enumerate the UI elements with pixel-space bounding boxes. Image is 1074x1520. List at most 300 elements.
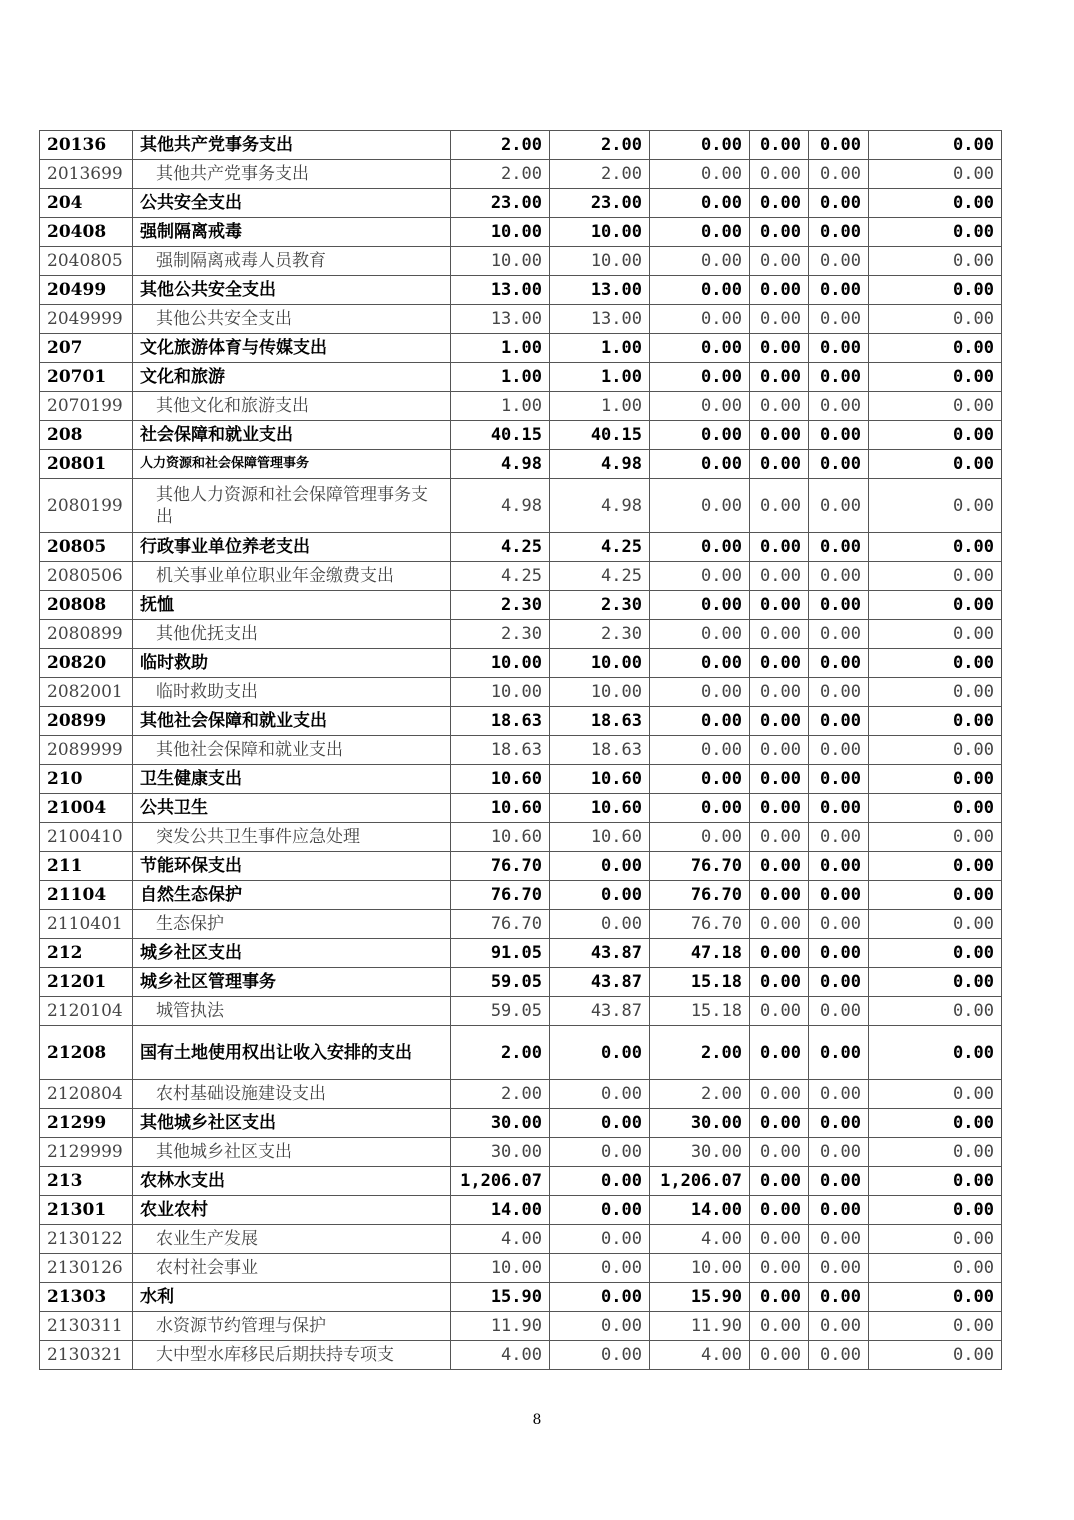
- subject-name-cell: 水资源节约管理与保护: [133, 1312, 451, 1341]
- amount-cell-col-1: 91.05: [451, 939, 550, 968]
- table-row: [40, 131, 1002, 160]
- amount-cell-col-2: 2.00: [550, 160, 650, 189]
- subject-name-cell: 农业生产发展: [133, 1225, 451, 1254]
- subject-name-cell: 其他人力资源和社会保障管理事务支出: [133, 479, 451, 533]
- budget-table: [39, 130, 1002, 1370]
- amount-cell-col-4: 0.00: [750, 765, 809, 794]
- subject-code-cell: 204: [40, 189, 133, 218]
- amount-cell-col-4: 0.00: [750, 1312, 809, 1341]
- amount-cell-col-6: 0.00: [869, 189, 1002, 218]
- amount-cell-col-6: 0.00: [869, 678, 1002, 707]
- subject-code-cell: 20701: [40, 363, 133, 392]
- amount-cell-col-5: 0.00: [809, 1312, 869, 1341]
- subject-name-cell: 农村基础设施建设支出: [133, 1080, 451, 1109]
- table-row: [40, 392, 1002, 421]
- subject-code-cell: 2100410: [40, 823, 133, 852]
- subject-code-cell: 2130321: [40, 1341, 133, 1370]
- subject-code-cell: 21301: [40, 1196, 133, 1225]
- amount-cell-col-1: 40.15: [451, 421, 550, 450]
- subject-name-cell: 突发公共卫生事件应急处理: [133, 823, 451, 852]
- table-row: [40, 334, 1002, 363]
- amount-cell-col-6: 0.00: [869, 1312, 1002, 1341]
- amount-cell-col-2: 43.87: [550, 997, 650, 1026]
- amount-cell-col-2: 0.00: [550, 1167, 650, 1196]
- amount-cell-col-6: 0.00: [869, 823, 1002, 852]
- amount-cell-col-2: 2.00: [550, 131, 650, 160]
- amount-cell-col-3: 76.70: [650, 881, 750, 910]
- amount-cell-col-4: 0.00: [750, 392, 809, 421]
- amount-cell-col-2: 0.00: [550, 910, 650, 939]
- subject-code-cell: 2082001: [40, 678, 133, 707]
- table-row: [40, 1225, 1002, 1254]
- amount-cell-col-4: 0.00: [750, 131, 809, 160]
- subject-code-cell: 20801: [40, 450, 133, 479]
- subject-name-cell: 城乡社区支出: [133, 939, 451, 968]
- table-row: [40, 823, 1002, 852]
- amount-cell-col-3: 0.00: [650, 479, 750, 533]
- amount-cell-col-2: 10.60: [550, 765, 650, 794]
- subject-name-cell: 公共卫生: [133, 794, 451, 823]
- subject-name-cell: 国有土地使用权出让收入安排的支出: [133, 1026, 451, 1080]
- amount-cell-col-4: 0.00: [750, 1254, 809, 1283]
- amount-cell-col-5: 0.00: [809, 1254, 869, 1283]
- subject-code-cell: 21303: [40, 1283, 133, 1312]
- subject-code-cell: 21104: [40, 881, 133, 910]
- amount-cell-col-4: 0.00: [750, 218, 809, 247]
- amount-cell-col-5: 0.00: [809, 247, 869, 276]
- amount-cell-col-3: 15.90: [650, 1283, 750, 1312]
- subject-code-cell: 21201: [40, 968, 133, 997]
- subject-code-cell: 210: [40, 765, 133, 794]
- amount-cell-col-5: 0.00: [809, 533, 869, 562]
- amount-cell-col-2: 0.00: [550, 1109, 650, 1138]
- amount-cell-col-1: 59.05: [451, 997, 550, 1026]
- amount-cell-col-2: 2.30: [550, 620, 650, 649]
- amount-cell-col-4: 0.00: [750, 334, 809, 363]
- amount-cell-col-1: 1,206.07: [451, 1167, 550, 1196]
- subject-name-cell: 水利: [133, 1283, 451, 1312]
- amount-cell-col-2: 10.60: [550, 823, 650, 852]
- amount-cell-col-6: 0.00: [869, 765, 1002, 794]
- amount-cell-col-1: 10.60: [451, 794, 550, 823]
- amount-cell-col-1: 2.00: [451, 1026, 550, 1080]
- amount-cell-col-1: 2.30: [451, 591, 550, 620]
- amount-cell-col-3: 0.00: [650, 450, 750, 479]
- subject-name-cell: 文化和旅游: [133, 363, 451, 392]
- amount-cell-col-3: 0.00: [650, 765, 750, 794]
- amount-cell-col-6: 0.00: [869, 620, 1002, 649]
- subject-name-cell: 其他公共安全支出: [133, 305, 451, 334]
- table-row: [40, 218, 1002, 247]
- table-row: [40, 678, 1002, 707]
- amount-cell-col-6: 0.00: [869, 247, 1002, 276]
- table-row: [40, 1196, 1002, 1225]
- amount-cell-col-4: 0.00: [750, 1167, 809, 1196]
- subject-name-cell: 人力资源和社会保障管理事务: [133, 450, 451, 479]
- amount-cell-col-6: 0.00: [869, 910, 1002, 939]
- amount-cell-col-6: 0.00: [869, 1080, 1002, 1109]
- subject-name-cell: 强制隔离戒毒: [133, 218, 451, 247]
- amount-cell-col-6: 0.00: [869, 939, 1002, 968]
- amount-cell-col-3: 0.00: [650, 160, 750, 189]
- amount-cell-col-1: 1.00: [451, 334, 550, 363]
- subject-code-cell: 20808: [40, 591, 133, 620]
- table-row: [40, 305, 1002, 334]
- amount-cell-col-5: 0.00: [809, 1138, 869, 1167]
- amount-cell-col-3: 1,206.07: [650, 1167, 750, 1196]
- subject-name-cell: 其他文化和旅游支出: [133, 392, 451, 421]
- subject-name-cell: 农业农村: [133, 1196, 451, 1225]
- amount-cell-col-6: 0.00: [869, 591, 1002, 620]
- table-row: [40, 450, 1002, 479]
- amount-cell-col-3: 0.00: [650, 678, 750, 707]
- amount-cell-col-1: 11.90: [451, 1312, 550, 1341]
- amount-cell-col-5: 0.00: [809, 968, 869, 997]
- amount-cell-col-3: 14.00: [650, 1196, 750, 1225]
- subject-code-cell: 20820: [40, 649, 133, 678]
- subject-code-cell: 21004: [40, 794, 133, 823]
- amount-cell-col-4: 0.00: [750, 649, 809, 678]
- amount-cell-col-5: 0.00: [809, 392, 869, 421]
- table-row: [40, 1312, 1002, 1341]
- amount-cell-col-6: 0.00: [869, 1283, 1002, 1312]
- amount-cell-col-6: 0.00: [869, 479, 1002, 533]
- amount-cell-col-2: 43.87: [550, 968, 650, 997]
- amount-cell-col-1: 76.70: [451, 910, 550, 939]
- amount-cell-col-4: 0.00: [750, 1026, 809, 1080]
- amount-cell-col-1: 76.70: [451, 852, 550, 881]
- table-row: [40, 591, 1002, 620]
- amount-cell-col-4: 0.00: [750, 707, 809, 736]
- amount-cell-col-6: 0.00: [869, 736, 1002, 765]
- table-row: [40, 852, 1002, 881]
- table-row: [40, 421, 1002, 450]
- subject-code-cell: 20408: [40, 218, 133, 247]
- amount-cell-col-4: 0.00: [750, 189, 809, 218]
- amount-cell-col-1: 10.00: [451, 1254, 550, 1283]
- amount-cell-col-1: 30.00: [451, 1109, 550, 1138]
- amount-cell-col-2: 10.00: [550, 678, 650, 707]
- amount-cell-col-1: 4.98: [451, 450, 550, 479]
- amount-cell-col-2: 0.00: [550, 1026, 650, 1080]
- amount-cell-col-5: 0.00: [809, 765, 869, 794]
- amount-cell-col-2: 0.00: [550, 1312, 650, 1341]
- amount-cell-col-1: 4.25: [451, 533, 550, 562]
- amount-cell-col-5: 0.00: [809, 562, 869, 591]
- subject-name-cell: 农村社会事业: [133, 1254, 451, 1283]
- amount-cell-col-4: 0.00: [750, 794, 809, 823]
- amount-cell-col-4: 0.00: [750, 1341, 809, 1370]
- amount-cell-col-6: 0.00: [869, 562, 1002, 591]
- subject-code-cell: 2120804: [40, 1080, 133, 1109]
- subject-name-cell: 大中型水库移民后期扶持专项支: [133, 1341, 451, 1370]
- amount-cell-col-3: 0.00: [650, 649, 750, 678]
- amount-cell-col-4: 0.00: [750, 678, 809, 707]
- amount-cell-col-6: 0.00: [869, 334, 1002, 363]
- amount-cell-col-5: 0.00: [809, 910, 869, 939]
- amount-cell-col-6: 0.00: [869, 450, 1002, 479]
- amount-cell-col-2: 1.00: [550, 334, 650, 363]
- table-row: [40, 533, 1002, 562]
- amount-cell-col-5: 0.00: [809, 620, 869, 649]
- table-row: [40, 562, 1002, 591]
- amount-cell-col-5: 0.00: [809, 939, 869, 968]
- amount-cell-col-1: 76.70: [451, 881, 550, 910]
- subject-code-cell: 2120104: [40, 997, 133, 1026]
- amount-cell-col-5: 0.00: [809, 421, 869, 450]
- amount-cell-col-5: 0.00: [809, 479, 869, 533]
- table-row: [40, 1080, 1002, 1109]
- amount-cell-col-3: 4.00: [650, 1341, 750, 1370]
- amount-cell-col-1: 13.00: [451, 305, 550, 334]
- amount-cell-col-3: 4.00: [650, 1225, 750, 1254]
- subject-code-cell: 211: [40, 852, 133, 881]
- subject-name-cell: 自然生态保护: [133, 881, 451, 910]
- table-row: [40, 736, 1002, 765]
- amount-cell-col-6: 0.00: [869, 1026, 1002, 1080]
- subject-code-cell: 212: [40, 939, 133, 968]
- amount-cell-col-3: 30.00: [650, 1109, 750, 1138]
- subject-name-cell: 临时救助支出: [133, 678, 451, 707]
- subject-code-cell: 20899: [40, 707, 133, 736]
- amount-cell-col-5: 0.00: [809, 649, 869, 678]
- amount-cell-col-1: 18.63: [451, 736, 550, 765]
- amount-cell-col-4: 0.00: [750, 736, 809, 765]
- subject-name-cell: 其他社会保障和就业支出: [133, 736, 451, 765]
- subject-code-cell: 2129999: [40, 1138, 133, 1167]
- amount-cell-col-2: 4.25: [550, 533, 650, 562]
- table-row: [40, 1138, 1002, 1167]
- amount-cell-col-2: 10.00: [550, 649, 650, 678]
- amount-cell-col-4: 0.00: [750, 852, 809, 881]
- page-number: 8: [532, 1412, 542, 1428]
- table-row: [40, 620, 1002, 649]
- amount-cell-col-3: 0.00: [650, 591, 750, 620]
- amount-cell-col-5: 0.00: [809, 678, 869, 707]
- amount-cell-col-5: 0.00: [809, 1109, 869, 1138]
- amount-cell-col-4: 0.00: [750, 823, 809, 852]
- amount-cell-col-2: 4.25: [550, 562, 650, 591]
- amount-cell-col-6: 0.00: [869, 276, 1002, 305]
- table-row: [40, 1109, 1002, 1138]
- amount-cell-col-1: 2.00: [451, 1080, 550, 1109]
- amount-cell-col-3: 76.70: [650, 852, 750, 881]
- subject-code-cell: 20136: [40, 131, 133, 160]
- amount-cell-col-1: 23.00: [451, 189, 550, 218]
- amount-cell-col-3: 0.00: [650, 421, 750, 450]
- subject-code-cell: 213: [40, 1167, 133, 1196]
- amount-cell-col-3: 10.00: [650, 1254, 750, 1283]
- amount-cell-col-2: 18.63: [550, 736, 650, 765]
- amount-cell-col-4: 0.00: [750, 591, 809, 620]
- subject-name-cell: 其他共产党事务支出: [133, 131, 451, 160]
- amount-cell-col-6: 0.00: [869, 852, 1002, 881]
- table-row: [40, 160, 1002, 189]
- table-row: [40, 997, 1002, 1026]
- subject-name-cell: 文化旅游体育与传媒支出: [133, 334, 451, 363]
- subject-code-cell: 2070199: [40, 392, 133, 421]
- subject-name-cell: 其他城乡社区支出: [133, 1109, 451, 1138]
- amount-cell-col-6: 0.00: [869, 707, 1002, 736]
- amount-cell-col-4: 0.00: [750, 421, 809, 450]
- amount-cell-col-2: 0.00: [550, 1138, 650, 1167]
- amount-cell-col-3: 0.00: [650, 334, 750, 363]
- subject-name-cell: 强制隔离戒毒人员教育: [133, 247, 451, 276]
- table-row: [40, 189, 1002, 218]
- amount-cell-col-4: 0.00: [750, 363, 809, 392]
- amount-cell-col-2: 0.00: [550, 852, 650, 881]
- amount-cell-col-4: 0.00: [750, 1283, 809, 1312]
- amount-cell-col-4: 0.00: [750, 479, 809, 533]
- subject-code-cell: 2089999: [40, 736, 133, 765]
- amount-cell-col-4: 0.00: [750, 1109, 809, 1138]
- amount-cell-col-4: 0.00: [750, 1225, 809, 1254]
- table-row: [40, 1341, 1002, 1370]
- amount-cell-col-1: 10.60: [451, 765, 550, 794]
- amount-cell-col-2: 43.87: [550, 939, 650, 968]
- amount-cell-col-5: 0.00: [809, 1225, 869, 1254]
- amount-cell-col-2: 13.00: [550, 305, 650, 334]
- amount-cell-col-3: 0.00: [650, 131, 750, 160]
- amount-cell-col-4: 0.00: [750, 1196, 809, 1225]
- subject-code-cell: 2080199: [40, 479, 133, 533]
- table-row: [40, 363, 1002, 392]
- amount-cell-col-1: 10.00: [451, 247, 550, 276]
- subject-name-cell: 抚恤: [133, 591, 451, 620]
- amount-cell-col-4: 0.00: [750, 1080, 809, 1109]
- amount-cell-col-2: 0.00: [550, 1341, 650, 1370]
- amount-cell-col-2: 0.00: [550, 881, 650, 910]
- subject-name-cell: 临时救助: [133, 649, 451, 678]
- amount-cell-col-2: 0.00: [550, 1283, 650, 1312]
- amount-cell-col-6: 0.00: [869, 421, 1002, 450]
- amount-cell-col-6: 0.00: [869, 1167, 1002, 1196]
- amount-cell-col-1: 4.00: [451, 1341, 550, 1370]
- amount-cell-col-2: 0.00: [550, 1196, 650, 1225]
- amount-cell-col-6: 0.00: [869, 968, 1002, 997]
- amount-cell-col-4: 0.00: [750, 305, 809, 334]
- amount-cell-col-1: 10.60: [451, 823, 550, 852]
- amount-cell-col-4: 0.00: [750, 533, 809, 562]
- subject-code-cell: 208: [40, 421, 133, 450]
- amount-cell-col-2: 0.00: [550, 1080, 650, 1109]
- amount-cell-col-5: 0.00: [809, 1196, 869, 1225]
- subject-code-cell: 20499: [40, 276, 133, 305]
- subject-code-cell: 20805: [40, 533, 133, 562]
- amount-cell-col-1: 10.00: [451, 649, 550, 678]
- amount-cell-col-1: 13.00: [451, 276, 550, 305]
- subject-name-cell: 城管执法: [133, 997, 451, 1026]
- table-row: [40, 707, 1002, 736]
- subject-code-cell: 2049999: [40, 305, 133, 334]
- amount-cell-col-5: 0.00: [809, 218, 869, 247]
- amount-cell-col-6: 0.00: [869, 794, 1002, 823]
- amount-cell-col-3: 2.00: [650, 1080, 750, 1109]
- table-row: [40, 1167, 1002, 1196]
- table-row: [40, 939, 1002, 968]
- amount-cell-col-1: 1.00: [451, 392, 550, 421]
- amount-cell-col-3: 0.00: [650, 276, 750, 305]
- amount-cell-col-1: 2.30: [451, 620, 550, 649]
- subject-code-cell: 2130126: [40, 1254, 133, 1283]
- subject-name-cell: 卫生健康支出: [133, 765, 451, 794]
- subject-code-cell: 2080899: [40, 620, 133, 649]
- amount-cell-col-2: 23.00: [550, 189, 650, 218]
- amount-cell-col-4: 0.00: [750, 160, 809, 189]
- amount-cell-col-2: 1.00: [550, 363, 650, 392]
- table-row: [40, 881, 1002, 910]
- amount-cell-col-5: 0.00: [809, 131, 869, 160]
- amount-cell-col-3: 0.00: [650, 620, 750, 649]
- subject-name-cell: 农林水支出: [133, 1167, 451, 1196]
- subject-name-cell: 城乡社区管理事务: [133, 968, 451, 997]
- amount-cell-col-2: 1.00: [550, 392, 650, 421]
- subject-code-cell: 2080506: [40, 562, 133, 591]
- amount-cell-col-1: 1.00: [451, 363, 550, 392]
- amount-cell-col-4: 0.00: [750, 910, 809, 939]
- amount-cell-col-3: 0.00: [650, 305, 750, 334]
- subject-code-cell: 21299: [40, 1109, 133, 1138]
- table-row: [40, 247, 1002, 276]
- amount-cell-col-3: 0.00: [650, 736, 750, 765]
- amount-cell-col-3: 0.00: [650, 392, 750, 421]
- subject-name-cell: 其他公共安全支出: [133, 276, 451, 305]
- table-row: [40, 968, 1002, 997]
- amount-cell-col-2: 10.00: [550, 218, 650, 247]
- amount-cell-col-1: 4.98: [451, 479, 550, 533]
- table-row: [40, 1254, 1002, 1283]
- subject-name-cell: 节能环保支出: [133, 852, 451, 881]
- subject-name-cell: 其他城乡社区支出: [133, 1138, 451, 1167]
- amount-cell-col-5: 0.00: [809, 881, 869, 910]
- amount-cell-col-1: 15.90: [451, 1283, 550, 1312]
- amount-cell-col-2: 18.63: [550, 707, 650, 736]
- amount-cell-col-2: 10.60: [550, 794, 650, 823]
- subject-code-cell: 2130122: [40, 1225, 133, 1254]
- amount-cell-col-5: 0.00: [809, 1341, 869, 1370]
- subject-name-cell: 机关事业单位职业年金缴费支出: [133, 562, 451, 591]
- amount-cell-col-3: 47.18: [650, 939, 750, 968]
- amount-cell-col-5: 0.00: [809, 794, 869, 823]
- amount-cell-col-1: 2.00: [451, 131, 550, 160]
- amount-cell-col-6: 0.00: [869, 1138, 1002, 1167]
- amount-cell-col-6: 0.00: [869, 1341, 1002, 1370]
- amount-cell-col-4: 0.00: [750, 881, 809, 910]
- amount-cell-col-1: 4.25: [451, 562, 550, 591]
- amount-cell-col-3: 30.00: [650, 1138, 750, 1167]
- amount-cell-col-4: 0.00: [750, 939, 809, 968]
- amount-cell-col-2: 4.98: [550, 479, 650, 533]
- amount-cell-col-6: 0.00: [869, 305, 1002, 334]
- subject-code-cell: 21208: [40, 1026, 133, 1080]
- subject-code-cell: 2130311: [40, 1312, 133, 1341]
- subject-name-cell: 其他社会保障和就业支出: [133, 707, 451, 736]
- amount-cell-col-5: 0.00: [809, 736, 869, 765]
- amount-cell-col-5: 0.00: [809, 707, 869, 736]
- amount-cell-col-1: 2.00: [451, 160, 550, 189]
- subject-code-cell: 2040805: [40, 247, 133, 276]
- amount-cell-col-6: 0.00: [869, 1225, 1002, 1254]
- amount-cell-col-3: 15.18: [650, 997, 750, 1026]
- amount-cell-col-1: 14.00: [451, 1196, 550, 1225]
- amount-cell-col-3: 0.00: [650, 794, 750, 823]
- table-row: [40, 765, 1002, 794]
- amount-cell-col-4: 0.00: [750, 276, 809, 305]
- amount-cell-col-4: 0.00: [750, 1138, 809, 1167]
- amount-cell-col-4: 0.00: [750, 247, 809, 276]
- amount-cell-col-3: 0.00: [650, 707, 750, 736]
- amount-cell-col-1: 30.00: [451, 1138, 550, 1167]
